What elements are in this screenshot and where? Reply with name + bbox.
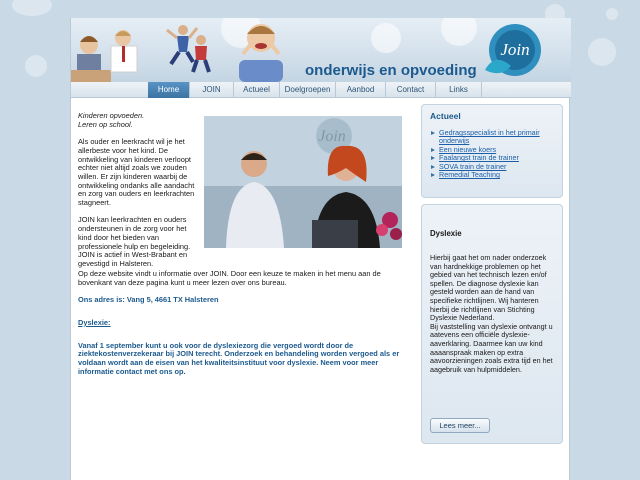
nav-links[interactable]: Links	[436, 82, 482, 98]
dyslexia-paragraph: Vanaf 1 september kunt u ook voor de dyslexiezorg die vergoed wordt door de ziektekostenverzekeraar bij JOIN terecht. Onderzoek en behandeling worden vergoed als er voldaan wordt aan de eisen van het kwaliteitsinstituut voor dyslexie. Neem voor meer informatie contact met ons op.	[78, 340, 400, 376]
nav-actueel[interactable]: Actueel	[234, 82, 280, 98]
nav-doelgroepen[interactable]: Doelgroepen	[280, 82, 336, 98]
background-bubble	[588, 38, 616, 66]
header-banner	[71, 18, 571, 82]
website-info-paragraph: Op deze website vindt u informatie over JOIN. Door een keuze te maken in het menu aan de bovenkant van deze pagina kunt u meer lezen over ons bureau.	[78, 269, 381, 287]
intro-line-1: Kinderen opvoeden.	[78, 111, 145, 120]
svg-text:Join: Join	[500, 40, 530, 59]
nav-join[interactable]: JOIN	[190, 82, 234, 98]
dyslexie-paragraph-2: Bij vaststelling van dyslexie ontvangt u aatevens een officiële dyslexie-aaverklaring. Daarmee kan uw kind aaaanspraak maken op extra aavoorzieningen zoals extra tijd en het aagebruik van hulpmiddelen.	[430, 321, 553, 374]
address-line: Ons adres is: Vang 5, 4661 TX Halsteren	[78, 295, 219, 305]
svg-text:Join: Join	[318, 128, 346, 145]
intro-text	[78, 112, 202, 277]
actueel-link[interactable]: SOVA train de trainer	[430, 163, 554, 171]
dyslexie-paragraph-1: Hierbij gaat het om nader onderzoek van hardnekkige problemen op het gebied van het technisch lezen en/of spellen. De diagnose dyslexie kan gesteld worden aan de hand van specifieke richtlijnen. Wij hanteren hierbij de richtlijnen van Stichting Dyslexie Nederland.	[430, 253, 547, 323]
nav-contact[interactable]: Contact	[386, 82, 436, 98]
team-photo	[204, 116, 402, 248]
intro-paragraph-2: JOIN kan leerkrachten en ouders ondersteunen in de zorg voor het kind door het bieden van professionele hulp en begeleiding. JOIN is actief in West-Brabant en gevestigd in Halsteren.	[78, 215, 191, 268]
body-text	[78, 270, 408, 385]
intro-line-2: Leren op school.	[78, 119, 133, 129]
children-photo	[71, 18, 311, 82]
dyslexia-heading: Dyslexie:	[78, 317, 111, 327]
background-bubble	[12, 0, 52, 16]
actueel-link[interactable]: Een nieuwe koers	[430, 146, 554, 154]
background-bubble	[25, 55, 47, 77]
actueel-box	[421, 104, 563, 198]
dyslexie-title: Dyslexie	[430, 229, 462, 238]
dyslexie-box	[421, 204, 563, 444]
page-container	[70, 18, 570, 480]
actueel-title: Actueel	[430, 111, 461, 121]
nav-aanbod[interactable]: Aanbod	[336, 82, 386, 98]
background-bubble	[606, 8, 618, 20]
actueel-link[interactable]: Remedial Teaching	[430, 171, 554, 179]
read-more-button[interactable]: Lees meer...	[430, 418, 490, 433]
actueel-link[interactable]: Faalangst train de trainer	[430, 154, 554, 162]
main-nav	[71, 82, 571, 98]
brand-tagline: onderwijs en opvoeding	[305, 62, 477, 79]
intro-paragraph-1: Als ouder en leerkracht wil je het allerbeste voor het kind. De ontwikkeling van kinderen verloopt echter niet altijd zoals we zouden willen. Er zijn kinderen waarbij de ontwikkeling ondanks alle aandacht en zorg van ouders en leerkrachten stagneert.	[78, 137, 195, 208]
actueel-link[interactable]: Gedragsspecialist in het primair onderwijs	[430, 129, 554, 146]
join-logo[interactable]	[481, 22, 543, 80]
nav-home[interactable]: Home	[148, 82, 190, 98]
